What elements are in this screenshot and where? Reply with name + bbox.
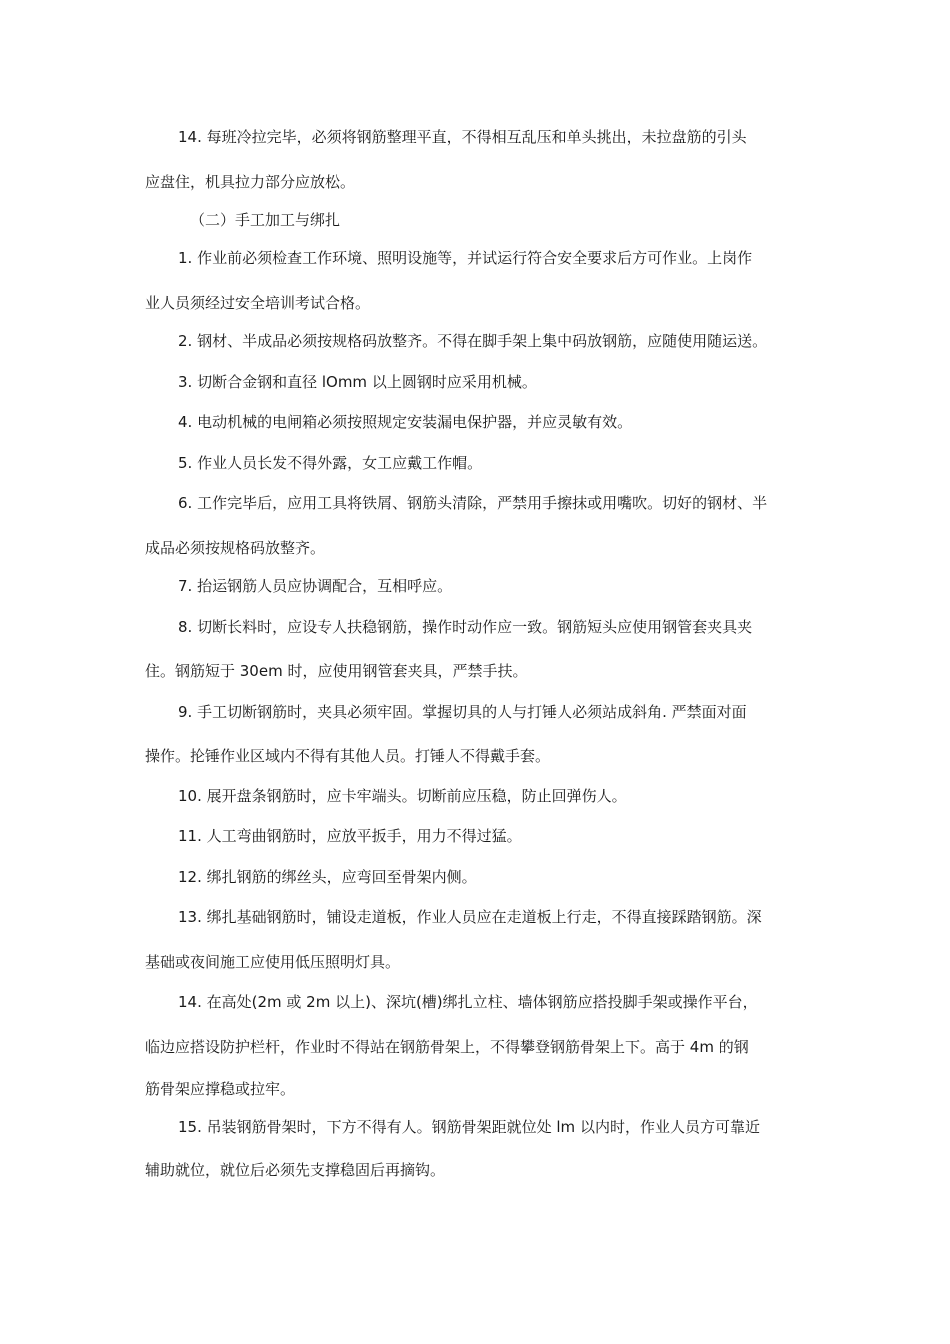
paragraph-line: 10. 展开盘条钢筋时，应卡牢端头。切断前应压稳，防止回弹伤人。 xyxy=(178,787,627,805)
paragraph-line: 临边应搭设防护栏杆，作业时不得站在钢筋骨架上，不得攀登钢筋骨架上下。高于 4m 的钢 xyxy=(145,1038,749,1056)
paragraph-line: 8. 切断长料时，应设专人扶稳钢筋，操作时动作应一致。钢筋短头应使用钢管套夹具夹 xyxy=(178,618,753,636)
paragraph-line: 7. 抬运钢筋人员应协调配合，互相呼应。 xyxy=(178,577,453,595)
paragraph-line: 4. 电动机械的电闸箱必须按照规定安装漏电保护器，并应灵敏有效。 xyxy=(178,413,633,431)
paragraph-line: 1. 作业前必须检查工作环境、照明设施等，并试运行符合安全要求后方可作业。上岗作 xyxy=(178,249,753,267)
paragraph-line: 2. 钢材、半成品必须按规格码放整齐。不得在脚手架上集中码放钢筋，应随使用随运送。 xyxy=(178,332,768,350)
paragraph-line: 筋骨架应撑稳或拉牢。 xyxy=(145,1080,296,1098)
paragraph-line: 辅助就位，就位后必须先支撑稳固后再摘钩。 xyxy=(145,1161,446,1179)
paragraph-line: 成品必须按规格码放整齐。 xyxy=(145,539,326,557)
paragraph-line: 13. 绑扎基础钢筋时，铺设走道板，作业人员应在走道板上行走，不得直接踩踏钢筋。深 xyxy=(178,908,762,926)
paragraph-line: 操作。抡锤作业区域内不得有其他人员。打锤人不得戴手套。 xyxy=(145,747,551,765)
paragraph-line: 11. 人工弯曲钢筋时，应放平扳手，用力不得过猛。 xyxy=(178,827,522,845)
paragraph-line: 9. 手工切断钢筋时，夹具必须牢固。掌握切具的人与打锤人必须站成斜角. 严禁面对面 xyxy=(178,703,747,721)
paragraph-line: 业人员须经过安全培训考试合格。 xyxy=(145,294,371,312)
paragraph-line: 15. 吊装钢筋骨架时，下方不得有人。钢筋骨架距就位处 lm 以内时，作业人员方可靠近 xyxy=(178,1118,760,1136)
paragraph-line: 6. 工作完毕后，应用工具将铁屑、钢筋头清除，严禁用手擦抹或用嘴吹。切好的钢材、半 xyxy=(178,494,768,512)
paragraph-line: 应盘住，机具拉力部分应放松。 xyxy=(145,173,356,191)
paragraph-line: 14. 在高处(2m 或 2m 以上)、深坑(槽)绑扎立柱、墙体钢筋应搭投脚手架或操作平台， xyxy=(178,993,758,1011)
paragraph-line: 12. 绑扎钢筋的绑丝头，应弯回至骨架内侧。 xyxy=(178,868,477,886)
paragraph-line: 住。钢筋短于 30em 时，应使用钢管套夹具，严禁手扶。 xyxy=(145,662,528,680)
paragraph-line: 基础或夜间施工应使用低压照明灯具。 xyxy=(145,953,401,971)
section-heading: （二）手工加工与绑扎 xyxy=(190,211,341,229)
paragraph-line: 3. 切断合金钢和直径 lOmm 以上圆钢时应采用机械。 xyxy=(178,373,537,391)
paragraph-line: 14. 每班冷拉完毕，必须将钢筋整理平直，不得相互乱压和单头挑出，未拉盘筋的引头 xyxy=(178,128,747,146)
paragraph-line: 5. 作业人员长发不得外露，女工应戴工作帽。 xyxy=(178,454,483,472)
